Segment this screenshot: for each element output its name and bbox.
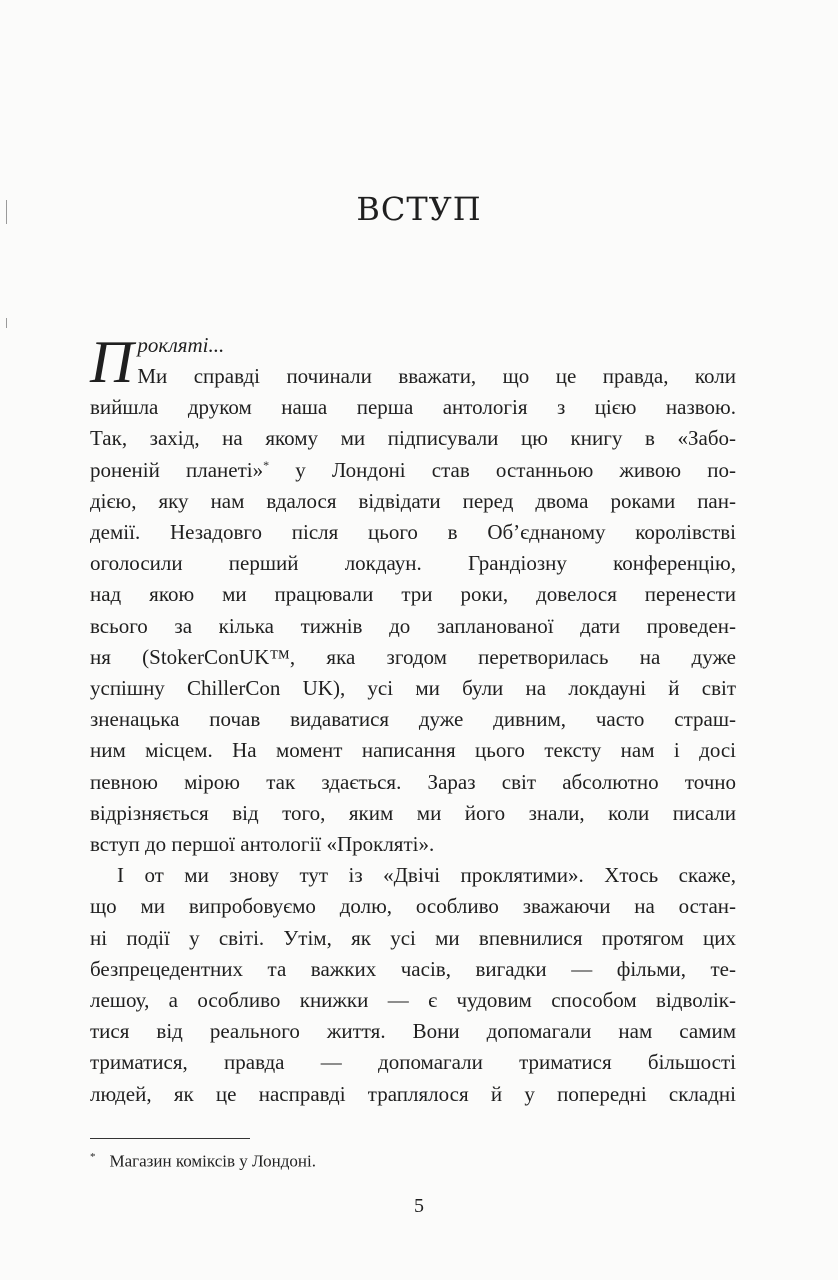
page-number: 5: [414, 1195, 424, 1217]
text-line: лешоу, а особливо книжки — є чудовим способом відволік-: [90, 988, 736, 1013]
drop-cap: П: [90, 329, 134, 395]
text-line: ні події у світі. Утім, як усі ми впевнилися протягом цих: [90, 925, 736, 950]
text-line: тися від реального життя. Вони допомагали нам самим: [90, 1019, 736, 1044]
lead-italic: рокляті...: [137, 333, 225, 357]
text-line: безпрецедентних та важких часів, вигадки — фільми, те-: [90, 956, 736, 981]
text-line: успішну ChillerCon UK), усі ми були на локдауні й світ: [90, 676, 736, 701]
footnote: [90, 1146, 736, 1173]
text-line: ним місцем. На момент написання цього тексту нам і досі: [90, 738, 736, 763]
text-line: над якою ми працювали три роки, довелося перенести: [90, 582, 736, 607]
text-line: всього за кілька тижнів до запланованої дати проведен-: [90, 613, 736, 638]
paragraph-1: [90, 330, 736, 860]
text-line: триматися, правда — допомагали триматися більшості: [90, 1050, 736, 1075]
text-line: Так, захід, на якому ми підписували цю книгу в «Забо-: [90, 426, 736, 451]
scan-edge-mark: [6, 318, 7, 328]
footnote-text: Магазин коміксів у Лондоні.: [109, 1151, 316, 1171]
text-line: демії. Незадовго після цього в Об’єднаному королівстві: [90, 520, 736, 545]
text-line-with-footnote: [90, 455, 736, 486]
footnote-marker: *: [263, 457, 270, 472]
paragraph-1-lead: [90, 330, 736, 361]
text-fragment: у Лондоні став останньою живою по-: [295, 457, 736, 482]
footnote-divider: [90, 1138, 250, 1139]
text-line: що ми випробовуємо долю, особливо зважаючи на остан-: [90, 894, 736, 919]
text-line: відрізняється від того, яким ми його знали, коли писали: [90, 800, 736, 825]
text-line: дією, яку нам вдалося відвідати перед двома роками пан-: [90, 488, 736, 513]
text-line: людей, як це насправді траплялося й у попередні складні: [90, 1081, 736, 1106]
text-line: вступ до першої антології «Прокляті».: [90, 832, 435, 857]
chapter-title: ВСТУП: [356, 190, 482, 228]
text-line: зненацька почав видаватися дуже дивним, часто страш-: [90, 707, 736, 732]
body-text: [90, 330, 736, 1110]
paragraph-2: [90, 860, 736, 1110]
text-line: оголосили перший локдаун. Грандіозну конференцію,: [90, 551, 736, 576]
text-line: ня (StokerConUK™, яка згодом перетворилась на дуже: [90, 644, 736, 669]
text-line: І от ми знову тут із «Двічі проклятими». Хтось скаже,: [117, 863, 736, 888]
text-fragment: роненій планеті»: [90, 457, 264, 482]
footnote-star: *: [90, 1151, 96, 1163]
text-line: певною мірою так здається. Зараз світ абсолютно точно: [90, 769, 736, 794]
text-line: вийшла друком наша перша антологія з цією назвою.: [90, 395, 736, 420]
text-line: Ми справді починали вважати, що це правда, коли: [137, 364, 736, 388]
